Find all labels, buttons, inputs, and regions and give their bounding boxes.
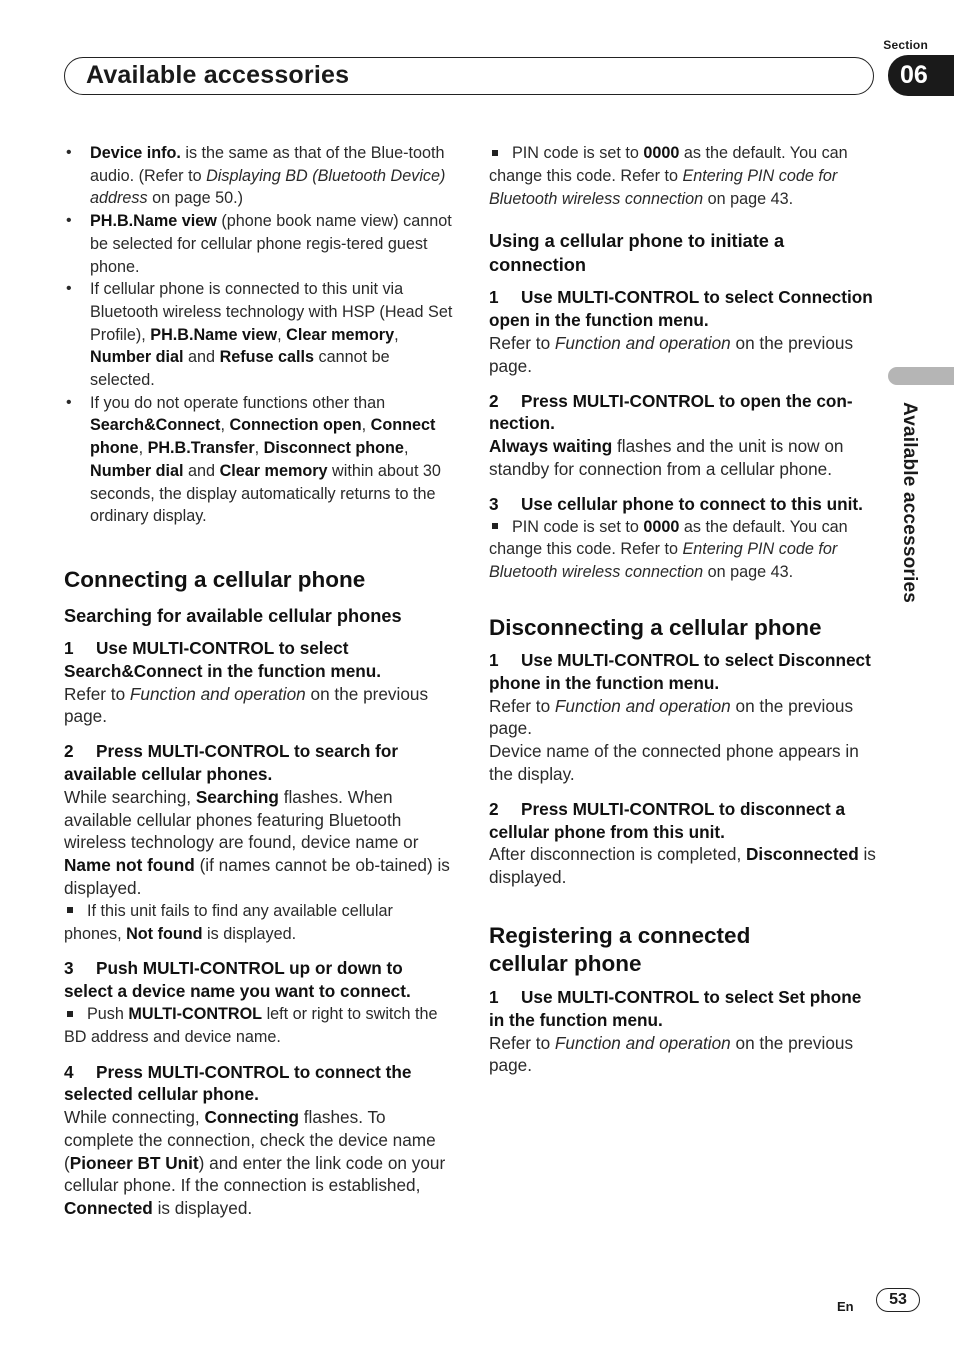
step-body: Refer to Function and operation on the previous page. [489, 695, 854, 739]
step-body: After disconnection is completed, Disconnected is displayed. [489, 844, 876, 888]
step-body: Refer to Function and operation on the previous page. [489, 1032, 854, 1076]
step-title: 1 Use MULTI-CONTROL to select Set phone in the function menu. [489, 986, 862, 1030]
step-title: 3 Push MULTI-CONTROL up or down to select a device name you want to connect. [64, 958, 411, 1002]
step-body: Always waiting flashes and the unit is now on standby for connection from a cellular phone. [489, 436, 844, 479]
section-label: Section [883, 38, 928, 52]
right-column [489, 142, 879, 1077]
step-title: 1 Use MULTI-CONTROL to select Disconnect phone in the function menu. [489, 649, 871, 693]
section-heading-disconnecting: Disconnecting a cellular phone [489, 614, 822, 640]
note: PIN code is set to 0000 as the default. You can change this code. Refer to Entering PIN code for Bluetooth wireless connection on page 43. [489, 517, 848, 582]
note: If this unit fails to find any available cellular phones, Not found is displayed. [64, 901, 393, 943]
note-square-icon [492, 523, 498, 529]
step-body: Device name of the connected phone appears in the display. [489, 741, 859, 784]
step-title: 2 Press MULTI-CONTROL to disconnect a cellular phone from this unit. [489, 798, 846, 842]
page-number: 53 [876, 1288, 920, 1312]
step-title: 1 Use MULTI-CONTROL to select Connection open in the function menu. [489, 287, 873, 331]
subsection-heading-searching: Searching for available cellular phones [64, 605, 402, 626]
note: Push MULTI-CONTROL left or right to switch the BD address and device name. [64, 1004, 438, 1046]
note-square-icon [67, 1011, 73, 1017]
side-tab-marker [888, 367, 954, 385]
list-item: • PH.B.Name view (phone book name view) cannot be selected for cellular phone regis-tered guest phone. [64, 210, 454, 278]
step-title: 2 Press MULTI-CONTROL to open the con-nection. [489, 390, 853, 434]
list-item: • If cellular phone is connected to this unit via Bluetooth wireless technology with HSP (Head Set Profile), PH.B.Name view, Clear memory, Number dial and Refuse calls cannot be selected. [64, 278, 454, 392]
step-body: Refer to Function and operation on the previous page. [64, 683, 429, 727]
note-square-icon [67, 907, 73, 913]
note-square-icon [492, 150, 498, 156]
step-title: 1 Use MULTI-CONTROL to select Search&Connect in the function menu. [64, 637, 382, 681]
note: PIN code is set to 0000 as the default. You can change this code. Refer to Entering PIN code for Bluetooth wireless connection on page 43. [489, 144, 848, 208]
left-column [64, 142, 454, 1220]
side-tab-label: Available accessories [899, 402, 920, 604]
page-title: Available accessories [86, 61, 350, 89]
language-label: En [837, 1299, 854, 1314]
step-body: Refer to Function and operation on the previous page. [489, 332, 854, 376]
section-heading-registering: Registering a connected cellular phone [489, 922, 751, 976]
notes-list [64, 142, 454, 528]
step-title: 3 Use cellular phone to connect to this unit. [489, 493, 863, 514]
step-title: 4 Press MULTI-CONTROL to connect the selected cellular phone. [64, 1061, 412, 1105]
list-item: • If you do not operate functions other than Search&Connect, Connection open, Connect phone, PH.B.Transfer, Disconnect phone, Number dial and Clear memory within about 30 seconds, the display automatically returns to the ordinary display. [64, 392, 454, 528]
step-body: While searching, Searching flashes. When available cellular phones featuring Bluetooth wireless technology are found, device name or Name not found (if names cannot be ob-tained) is displayed. [64, 786, 450, 898]
step-body: While connecting, Connecting flashes. To complete the connection, check the device name (Pioneer BT Unit) and enter the link code on your cellular phone. If the connection is established, Connected is displayed. [64, 1107, 446, 1219]
step-title: 2 Press MULTI-CONTROL to search for available cellular phones. [64, 741, 399, 784]
section-number-badge: 06 [888, 55, 954, 96]
section-heading-connecting: Connecting a cellular phone [64, 566, 366, 592]
list-item: • Device info. is the same as that of the Blue-tooth audio. (Refer to Displaying BD (Bluetooth Device) address on page 50.) [64, 142, 454, 210]
subsection-heading-initiate: Using a cellular phone to initiate a connection [489, 231, 785, 276]
